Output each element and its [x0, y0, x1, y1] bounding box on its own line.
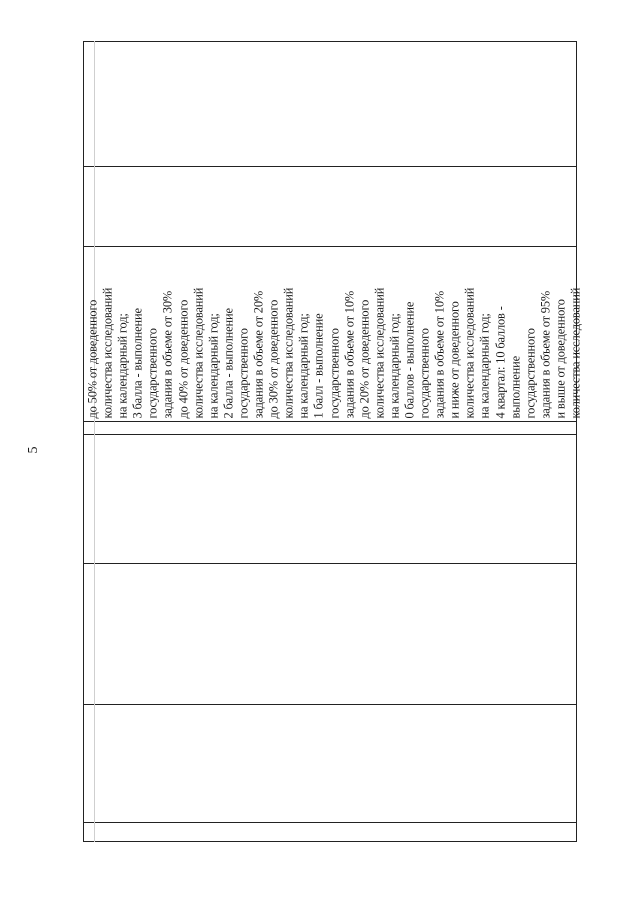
criteria-line: до 20% от доведенного: [356, 299, 371, 418]
table-cell-criteria: [83, 246, 582, 421]
table-cell-empty: [83, 421, 577, 434]
table-cell-empty: [83, 41, 577, 166]
criteria-line: и ниже от доведенного: [447, 300, 462, 418]
criteria-line: до 50% от доведенного: [85, 299, 99, 418]
criteria-line: государственного: [235, 327, 250, 418]
criteria-line: 3 балла - выполнение: [130, 307, 145, 418]
criteria-line: количества исследований: [190, 287, 205, 418]
criteria-line: выполнение: [507, 355, 522, 418]
criteria-line: задания в объеме от 10%: [341, 290, 356, 418]
criteria-line: задания в объеме от 10%: [432, 290, 447, 418]
criteria-line: задания в объеме от 30%: [160, 290, 175, 418]
criteria-line: 1 балл - выполнение: [311, 313, 326, 418]
criteria-line: государственного: [145, 327, 160, 418]
criteria-line: количества исследований: [100, 287, 115, 418]
criteria-line: на календарный год;: [477, 312, 492, 418]
criteria-line: до 40% от доведенного: [175, 299, 190, 418]
criteria-line: государственного: [417, 327, 432, 418]
criteria-line: задания в объеме от 20%: [251, 290, 266, 418]
criteria-line: количества исследований: [371, 287, 386, 418]
criteria-line: количества исследований: [462, 287, 477, 418]
table-cell-empty: [83, 563, 577, 704]
criteria-line: на календарный год;: [386, 312, 401, 418]
criteria-line: на календарный год;: [115, 312, 130, 418]
criteria-line: задания в объеме от 95%: [537, 290, 552, 418]
criteria-line: количества исследований: [568, 287, 582, 418]
criteria-line: 0 баллов - выполнение: [401, 301, 416, 418]
criteria-line: 2 балла - выполнение: [220, 307, 235, 418]
criteria-line: государственного: [522, 327, 537, 418]
criteria-line: количества исследований: [281, 287, 296, 418]
table-cell-empty: [83, 166, 577, 246]
criteria-line: на календарный год;: [296, 312, 311, 418]
criteria-line: и выше от доведенного: [552, 298, 567, 418]
table-cell-empty: [83, 822, 577, 842]
criteria-line: 4 квартал: 10 баллов -: [492, 305, 507, 418]
page-number: 5: [26, 446, 41, 454]
table-cell-empty: [83, 704, 577, 822]
table-cell-empty: [83, 434, 577, 563]
criteria-text: [83, 246, 583, 421]
criteria-line: государственного: [326, 327, 341, 418]
criteria-line: до 30% от доведенного: [266, 299, 281, 418]
criteria-line: на календарный год;: [205, 312, 220, 418]
